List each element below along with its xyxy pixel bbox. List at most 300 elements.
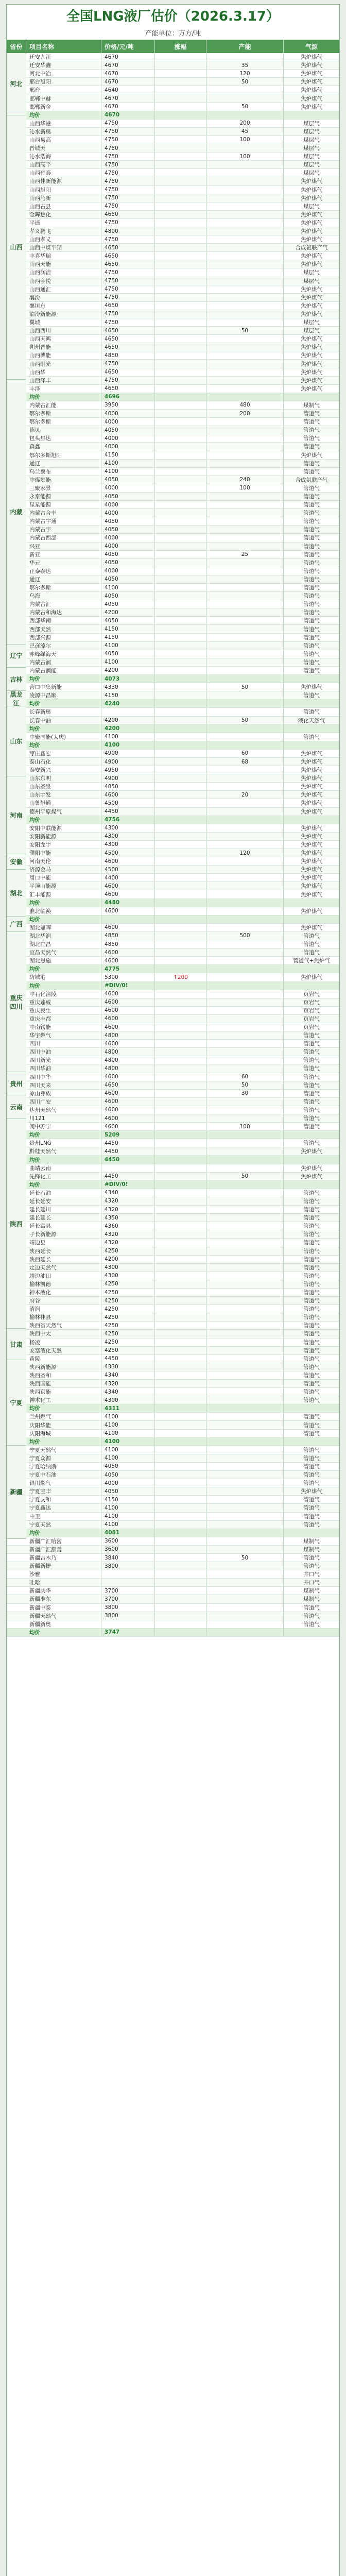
cell-gas: 管道气 <box>303 518 320 525</box>
cell-volume <box>206 600 284 608</box>
cell-price: 4250 <box>101 1330 155 1337</box>
table-row <box>7 120 339 128</box>
average-label: 均价 <box>26 1181 101 1189</box>
cell-change <box>155 1189 206 1197</box>
cell-change <box>155 857 206 865</box>
cell-volume <box>206 1604 284 1612</box>
cell-name: 重庆民生 <box>26 1007 101 1014</box>
table-row <box>7 1239 339 1247</box>
cell-volume <box>206 998 284 1006</box>
cell-change <box>155 335 206 343</box>
cell-price: 4000 <box>101 567 155 575</box>
cell-name: 星星能源 <box>26 501 101 509</box>
cell-volume <box>206 783 284 790</box>
cell-price: 4100 <box>101 1504 155 1512</box>
cell-price: 4750 <box>101 177 155 185</box>
table-row <box>7 1471 339 1479</box>
cell-volume <box>206 1289 284 1296</box>
cell-name: 内蒙古汇 <box>26 600 101 608</box>
cell-price: 4600 <box>101 948 155 956</box>
cell-name: 凉山彝族 <box>26 1090 101 1097</box>
cell-volume: 100 <box>206 1123 284 1130</box>
cell-change <box>155 733 206 741</box>
cell-price: 4750 <box>101 144 155 152</box>
table-row <box>7 1388 339 1396</box>
cell-volume <box>206 1479 284 1487</box>
cell-name: 沁水浩海 <box>26 152 101 160</box>
cell-gas: 管道气 <box>303 1472 320 1479</box>
cell-price: 4850 <box>101 351 155 359</box>
cell-price: 4050 <box>101 575 155 583</box>
cell-gas: 焦炉煤气 <box>301 850 322 857</box>
cell-change <box>155 1537 206 1545</box>
cell-name: 陕西京能 <box>26 1388 101 1396</box>
cell-name: 山西雍泰 <box>26 169 101 177</box>
cell-name: 山西华 <box>26 368 101 376</box>
cell-gas: 管道气 <box>303 1082 320 1089</box>
cell-volume <box>206 1330 284 1337</box>
cell-volume <box>206 460 284 467</box>
cell-name: 陕西圣和 <box>26 1371 101 1379</box>
cell-volume <box>206 1222 284 1230</box>
average-value: 4073 <box>101 675 155 683</box>
cell-change <box>155 940 206 948</box>
cell-name: 德州平原煤气 <box>26 808 101 816</box>
table-row <box>7 907 339 916</box>
cell-price: 4100 <box>101 1521 155 1529</box>
cell-name: 中石化涪陵 <box>26 990 101 998</box>
cell-volume: 200 <box>206 410 284 417</box>
cell-price: 4100 <box>101 1454 155 1462</box>
cell-gas: 管道气 <box>303 1032 320 1039</box>
cell-volume <box>206 924 284 931</box>
cell-change <box>155 691 206 699</box>
average-value: 3747 <box>101 1629 155 1636</box>
table-row <box>7 841 339 849</box>
average-value: #DIV/0! <box>101 982 155 990</box>
cell-change <box>155 1106 206 1114</box>
cell-gas: 焦炉煤气 <box>301 79 322 86</box>
cell-name: 山西泽丰 <box>26 377 101 384</box>
cell-volume <box>206 691 284 699</box>
cell-volume <box>206 1098 284 1106</box>
cell-price: 4600 <box>101 998 155 1006</box>
cell-gas: 焦炉煤气 <box>301 875 322 882</box>
cell-change <box>155 517 206 525</box>
cell-name: 清涧 <box>26 1305 101 1313</box>
table-row <box>7 667 339 675</box>
cell-change <box>155 750 206 757</box>
table-row <box>7 634 339 642</box>
table-row <box>7 152 339 161</box>
cell-price: 4650 <box>101 244 155 251</box>
cell-gas: 管道气 <box>303 659 320 666</box>
table-row <box>7 136 339 144</box>
table-row <box>7 335 339 343</box>
cell-name: 榆林佳县 <box>26 1313 101 1321</box>
average-row <box>7 965 339 973</box>
cell-change <box>155 1214 206 1222</box>
cell-name: 中聚国能(大庆) <box>26 733 101 741</box>
cell-volume <box>206 177 284 185</box>
cell-price: 4200 <box>101 608 155 616</box>
cell-price: 4000 <box>101 443 155 450</box>
cell-gas: 焦炉煤气 <box>301 219 322 226</box>
table-row <box>7 493 339 501</box>
cell-name: 靖边县 <box>26 1239 101 1246</box>
cell-gas: 煤层气 <box>303 328 320 334</box>
table-row <box>7 410 339 418</box>
cell-change <box>155 1289 206 1296</box>
cell-volume <box>206 1363 284 1371</box>
cell-gas: 焦炉煤气 <box>301 1488 322 1495</box>
cell-gas: 焦炉煤气 <box>301 187 322 193</box>
table-row <box>7 244 339 252</box>
cell-volume <box>206 1230 284 1238</box>
cell-price: 4100 <box>101 1421 155 1429</box>
average-value <box>101 916 155 923</box>
cell-change <box>155 186 206 194</box>
cell-change <box>155 766 206 774</box>
cell-volume: 200 <box>206 120 284 127</box>
cell-gas: 管道气 <box>303 1090 320 1097</box>
cell-change <box>155 1521 206 1529</box>
cell-name: 通辽 <box>26 460 101 467</box>
average-row <box>7 725 339 733</box>
table-row <box>7 1371 339 1380</box>
table-row <box>7 600 339 608</box>
cell-gas: 管道气 <box>303 1447 320 1453</box>
table-row <box>7 1222 339 1230</box>
cell-price: 4600 <box>101 1073 155 1081</box>
cell-change <box>155 833 206 840</box>
cell-change <box>155 849 206 857</box>
cell-name: 庆阳海城 <box>26 1430 101 1437</box>
cell-name: 安塞液化天然 <box>26 1347 101 1354</box>
cell-price: 4300 <box>101 1272 155 1280</box>
cell-change <box>155 1064 206 1072</box>
cell-price: 4600 <box>101 1106 155 1114</box>
cell-change <box>155 791 206 799</box>
cell-volume <box>206 1264 284 1272</box>
cell-gas: 焦炉煤气 <box>301 311 322 317</box>
cell-gas: 管道气 <box>303 510 320 517</box>
table-row <box>7 658 339 667</box>
cell-name: 延长延川 <box>26 1206 101 1213</box>
price-sheet <box>6 4 340 2576</box>
cell-change <box>155 1347 206 1354</box>
table-row <box>7 543 339 551</box>
cell-name: 鄂尔多斯 <box>26 410 101 417</box>
cell-price: 4300 <box>101 1264 155 1272</box>
cell-name: 新疆天然气 <box>26 1612 101 1620</box>
cell-gas: 管道气 <box>303 1065 320 1072</box>
cell-volume <box>206 592 284 600</box>
cell-gas: 管道气 <box>303 667 320 674</box>
cell-volume: 50 <box>206 1173 284 1180</box>
cell-price: 4360 <box>101 1222 155 1230</box>
table-row <box>7 1446 339 1454</box>
cell-change <box>155 268 206 276</box>
cell-change <box>155 1604 206 1612</box>
cell-volume <box>206 559 284 567</box>
table-row <box>7 1189 339 1197</box>
cell-change <box>155 1587 206 1595</box>
unit-note: 产能单位：万方/吨 <box>145 30 201 38</box>
cell-price: 4000 <box>101 434 155 442</box>
cell-name: 正泰泰达 <box>26 567 101 575</box>
cell-name: 邢台 <box>26 86 101 94</box>
cell-name: 凌源中昌顺 <box>26 691 101 699</box>
cell-volume <box>206 1015 284 1023</box>
average-row <box>7 916 339 924</box>
table-row <box>7 957 339 965</box>
cell-volume <box>206 1007 284 1014</box>
average-value: 4696 <box>101 393 155 401</box>
cell-gas: 焦炉煤气 <box>301 750 322 757</box>
region-label: 云南 <box>7 1095 26 1118</box>
cell-gas: 管道气 <box>303 1231 320 1238</box>
cell-change: ↑200 <box>155 973 206 981</box>
cell-name: 陕西新能源 <box>26 1363 101 1371</box>
cell-price: 4320 <box>101 1230 155 1238</box>
cell-price: 4000 <box>101 1479 155 1487</box>
cell-price: 4750 <box>101 161 155 168</box>
cell-change <box>155 202 206 210</box>
cell-price: 4320 <box>101 1380 155 1387</box>
average-row <box>7 982 339 990</box>
cell-name: 靖边油田 <box>26 1272 101 1280</box>
cell-volume <box>206 310 284 318</box>
table-row <box>7 1562 339 1570</box>
cell-volume <box>206 86 284 94</box>
table-row <box>7 824 339 833</box>
cell-gas: 焦炉煤气 <box>301 808 322 815</box>
cell-price: 4100 <box>101 460 155 467</box>
cell-gas: 焦炉煤气 <box>301 352 322 359</box>
cell-change <box>155 1280 206 1288</box>
cell-gas: 煤层气 <box>303 145 320 152</box>
cell-price: 4050 <box>101 517 155 525</box>
cell-price: 4650 <box>101 343 155 351</box>
cell-name: 鄂尔多斯 <box>26 418 101 426</box>
cell-price: 4750 <box>101 377 155 384</box>
cell-price: 4150 <box>101 691 155 699</box>
cell-volume <box>206 766 284 774</box>
cell-change <box>155 1222 206 1230</box>
cell-name: 汇丰能源 <box>26 890 101 898</box>
cell-name: 宁夏宝丰 <box>26 1487 101 1495</box>
cell-volume <box>206 990 284 998</box>
cell-volume <box>206 418 284 426</box>
cell-volume <box>206 658 284 666</box>
cell-gas: 焦炉煤气 <box>301 104 322 110</box>
cell-gas: 页岩气 <box>303 1007 320 1014</box>
cell-change <box>155 194 206 202</box>
cell-change <box>155 385 206 393</box>
cell-change <box>155 667 206 674</box>
table-row <box>7 277 339 285</box>
table-row <box>7 1537 339 1546</box>
cell-name: 三聚家景 <box>26 484 101 492</box>
cell-name: 新疆中泰 <box>26 1604 101 1612</box>
average-row <box>7 1156 339 1164</box>
table-row <box>7 1106 339 1114</box>
cell-gas: 管道气 <box>303 427 320 434</box>
cell-gas: 焦炉煤气 <box>301 883 322 890</box>
cell-change <box>155 1487 206 1495</box>
cell-change <box>155 1272 206 1280</box>
cell-volume <box>206 426 284 434</box>
cell-volume <box>206 650 284 658</box>
cell-change <box>155 1579 206 1586</box>
cell-change <box>155 1463 206 1470</box>
cell-price: 4670 <box>101 78 155 86</box>
cell-gas: 管道气 <box>303 1264 320 1271</box>
cell-gas: 管道气 <box>303 494 320 500</box>
cell-price: 4250 <box>101 1338 155 1346</box>
cell-price: 4300 <box>101 833 155 840</box>
cell-price: 4500 <box>101 799 155 807</box>
table-row <box>7 268 339 277</box>
cell-price: 4750 <box>101 318 155 326</box>
cell-change <box>155 1513 206 1520</box>
average-row <box>7 675 339 683</box>
cell-change <box>155 1264 206 1272</box>
cell-price: 5300 <box>101 973 155 981</box>
cell-volume: 50 <box>206 103 284 111</box>
cell-volume <box>206 53 284 61</box>
table-row <box>7 484 339 493</box>
cell-price: 4650 <box>101 302 155 310</box>
cell-gas: 管道气 <box>303 642 320 649</box>
cell-gas: 焦炉煤气 <box>301 784 322 790</box>
cell-change <box>155 177 206 185</box>
cell-name: 内蒙古润能 <box>26 667 101 674</box>
cell-gas: 焦炉煤气 <box>301 891 322 898</box>
header-change: 涨幅 <box>155 40 206 53</box>
cell-gas: 液化天然气 <box>298 717 325 724</box>
cell-change <box>155 1620 206 1628</box>
cell-price: 4600 <box>101 1040 155 1047</box>
cell-price: 4450 <box>101 808 155 816</box>
cell-price: 4000 <box>101 501 155 509</box>
cell-gas: 管道气 <box>303 1049 320 1056</box>
cell-change <box>155 1554 206 1562</box>
average-value: 4775 <box>101 965 155 973</box>
cell-name: 延长富县 <box>26 1222 101 1230</box>
region-label: 河南 <box>7 776 26 854</box>
cell-price: 4650 <box>101 252 155 260</box>
cell-name: 乌海 <box>26 592 101 600</box>
cell-volume <box>206 434 284 442</box>
cell-gas: 管道气 <box>303 1355 320 1362</box>
cell-name: 防城港 <box>26 973 101 981</box>
cell-change <box>155 294 206 301</box>
cell-price: 4300 <box>101 824 155 832</box>
table-row <box>7 932 339 940</box>
cell-name: 新疆庆华 <box>26 1587 101 1595</box>
cell-gas: 管道气 <box>303 1298 320 1304</box>
table-row <box>7 791 339 799</box>
cell-name: 山西西川 <box>26 327 101 334</box>
cell-name: 营口中集新能 <box>26 683 101 691</box>
average-label: 均价 <box>26 1156 101 1163</box>
cell-price: 4600 <box>101 990 155 998</box>
cell-name: 兰州燃气 <box>26 1413 101 1420</box>
table-row <box>7 940 339 948</box>
cell-gas: 管道气 <box>303 444 320 450</box>
cell-price: 4750 <box>101 277 155 285</box>
table-row <box>7 857 339 866</box>
cell-gas: 管道气 <box>303 419 320 426</box>
cell-change <box>155 634 206 641</box>
cell-change <box>155 211 206 218</box>
cell-name: 庆阳华能 <box>26 1421 101 1429</box>
cell-price: 4600 <box>101 957 155 964</box>
cell-change <box>155 551 206 558</box>
cell-change <box>155 1048 206 1056</box>
cell-price: 4250 <box>101 1280 155 1288</box>
cell-gas: 管道气 <box>303 435 320 442</box>
cell-name: 邢台旭阳 <box>26 78 101 86</box>
cell-price: 4500 <box>101 866 155 873</box>
cell-name: 新亚 <box>26 551 101 558</box>
cell-change <box>155 882 206 890</box>
table-row <box>7 1504 339 1512</box>
cell-price: 4050 <box>101 551 155 558</box>
cell-name: 山西高平 <box>26 161 101 168</box>
cell-change <box>155 484 206 492</box>
table-row <box>7 211 339 219</box>
cell-price: 4000 <box>101 484 155 492</box>
table-row <box>7 1164 339 1173</box>
cell-gas: 管道气 <box>303 1430 320 1437</box>
cell-price: 4150 <box>101 625 155 633</box>
table-row <box>7 849 339 857</box>
region-label: 重庆四川 <box>7 932 26 1072</box>
cell-change <box>155 642 206 650</box>
cell-change <box>155 1396 206 1404</box>
cell-gas: 焦炉煤气 <box>301 792 322 799</box>
cell-volume <box>206 857 284 865</box>
region-label: 湖北 <box>7 870 26 917</box>
cell-gas: 焦炉煤气 <box>301 195 322 201</box>
cell-name: 山鲁旭通 <box>26 799 101 807</box>
average-value: 4450 <box>101 1156 155 1163</box>
cell-gas: 焦炉煤气 <box>301 1165 322 1172</box>
cell-gas: 管道气 <box>303 1306 320 1313</box>
table-row <box>7 227 339 235</box>
region-label: 甘肃 <box>7 1329 26 1360</box>
cell-price: 4050 <box>101 600 155 608</box>
cell-volume <box>206 501 284 509</box>
cell-price: 4750 <box>101 285 155 293</box>
cell-name: 安阳新能源 <box>26 833 101 840</box>
cell-change <box>155 924 206 931</box>
average-label: 均价 <box>26 700 101 707</box>
cell-name: 新疆新捷 <box>26 1562 101 1570</box>
cell-price: 4650 <box>101 385 155 393</box>
cell-name: 平遥 <box>26 219 101 227</box>
cell-price: 4050 <box>101 426 155 434</box>
cell-name: 安阳中联能源 <box>26 824 101 832</box>
table-row <box>7 1330 339 1338</box>
cell-volume <box>206 227 284 235</box>
cell-volume <box>206 1305 284 1313</box>
cell-change <box>155 351 206 359</box>
cell-gas: 管道气 <box>303 1513 320 1520</box>
